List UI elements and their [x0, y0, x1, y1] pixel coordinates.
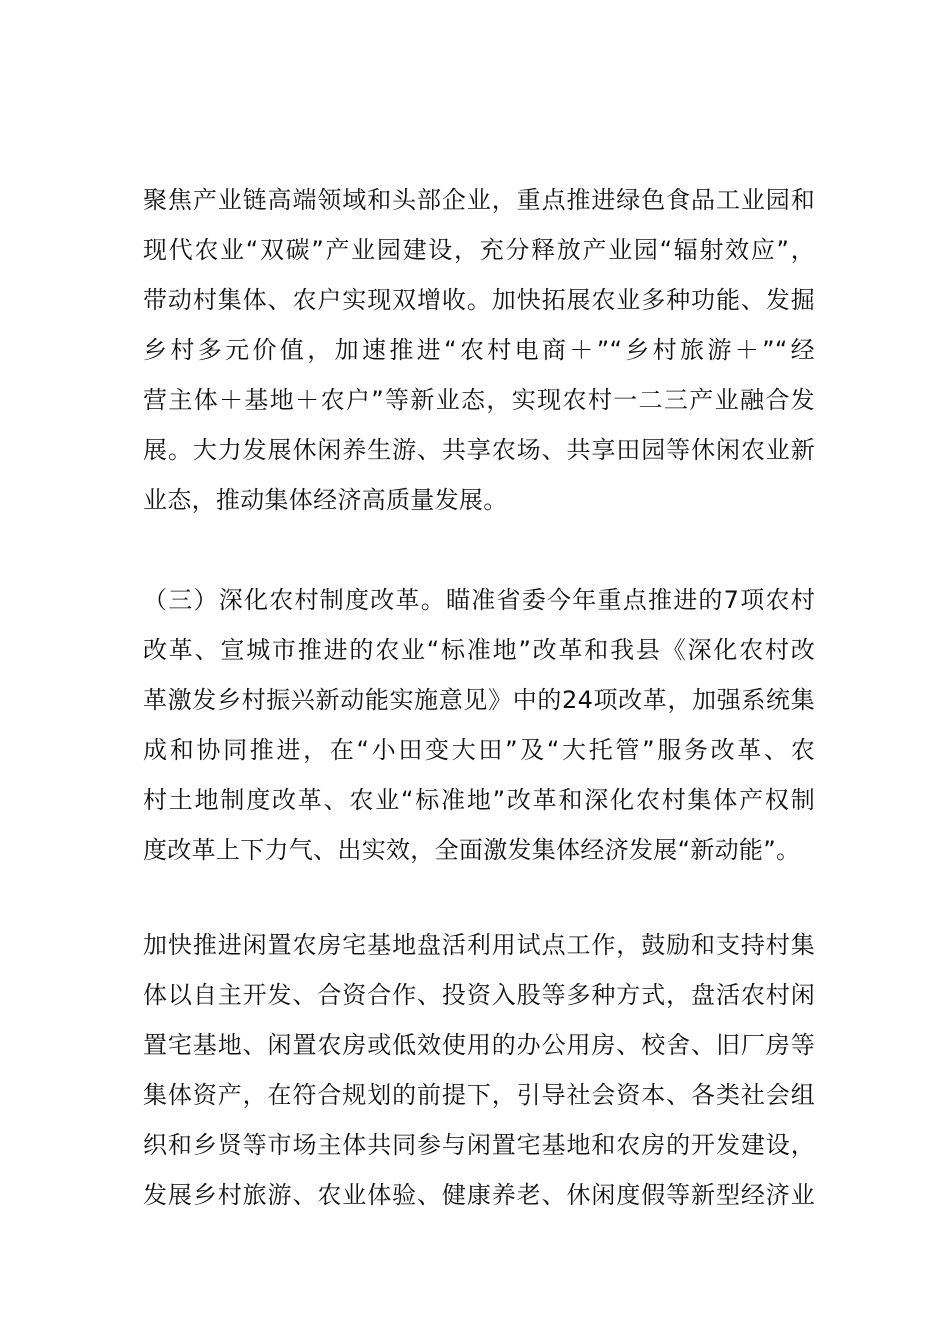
text-line: 发展乡村旅游、农业体验、健康养老、休闲度假等新型经济业	[143, 1181, 815, 1209]
text-line: 度改革上下力气、出实效，全面激发集体经济发展“新动能”。	[143, 836, 801, 864]
text-line: 业态，推动集体经济高质量发展。	[143, 486, 508, 514]
text-line: 营主体＋基地＋农户”等新业态，实现农村一二三产业融合发	[143, 386, 815, 414]
text-line: 织和乡贤等市场主体共同参与闲置宅基地和农房的开发建设，	[143, 1131, 815, 1159]
text-line: （三）深化农村制度改革。瞄准省委今年重点推进的7项农村	[143, 586, 815, 614]
text-line: 村土地制度改革、农业“标准地”改革和深化农村集体产权制	[143, 786, 815, 814]
paragraph-industry-integration	[143, 175, 815, 525]
text-line: 聚焦产业链高端领域和头部企业，重点推进绿色食品工业园和	[143, 186, 815, 214]
text-line: 置宅基地、闲置农房或低效使用的办公用房、校舍、旧厂房等	[143, 1031, 815, 1059]
text-line: 革激发乡村振兴新动能实施意见》中的24项改革，加强系统集	[143, 686, 815, 714]
text-line: 展。大力发展休闲养生游、共享农场、共享田园等休闲农业新	[143, 436, 815, 464]
text-line: 成和协同推进，在“小田变大田”及“大托管”服务改革、农	[143, 736, 815, 764]
text-line: 乡村多元价值，加速推进“农村电商＋”“乡村旅游＋”“经	[143, 336, 815, 364]
text-line: 现代农业“双碳”产业园建设，充分释放产业园“辐射效应”，	[143, 236, 815, 264]
text-line: 加快推进闲置农房宅基地盘活利用试点工作，鼓励和支持村集	[143, 931, 815, 959]
text-line: 带动村集体、农户实现双增收。加快拓展农业多种功能、发掘	[143, 286, 815, 314]
text-line: 改革、宣城市推进的农业“标准地”改革和我县《深化农村改	[143, 636, 815, 664]
paragraph-rural-reform	[143, 575, 815, 875]
text-line: 集体资产，在符合规划的前提下，引导社会资本、各类社会组	[143, 1081, 815, 1109]
paragraph-idle-homestead	[143, 920, 815, 1220]
text-line: 体以自主开发、合资合作、投资入股等多种方式，盘活农村闲	[143, 981, 815, 1009]
